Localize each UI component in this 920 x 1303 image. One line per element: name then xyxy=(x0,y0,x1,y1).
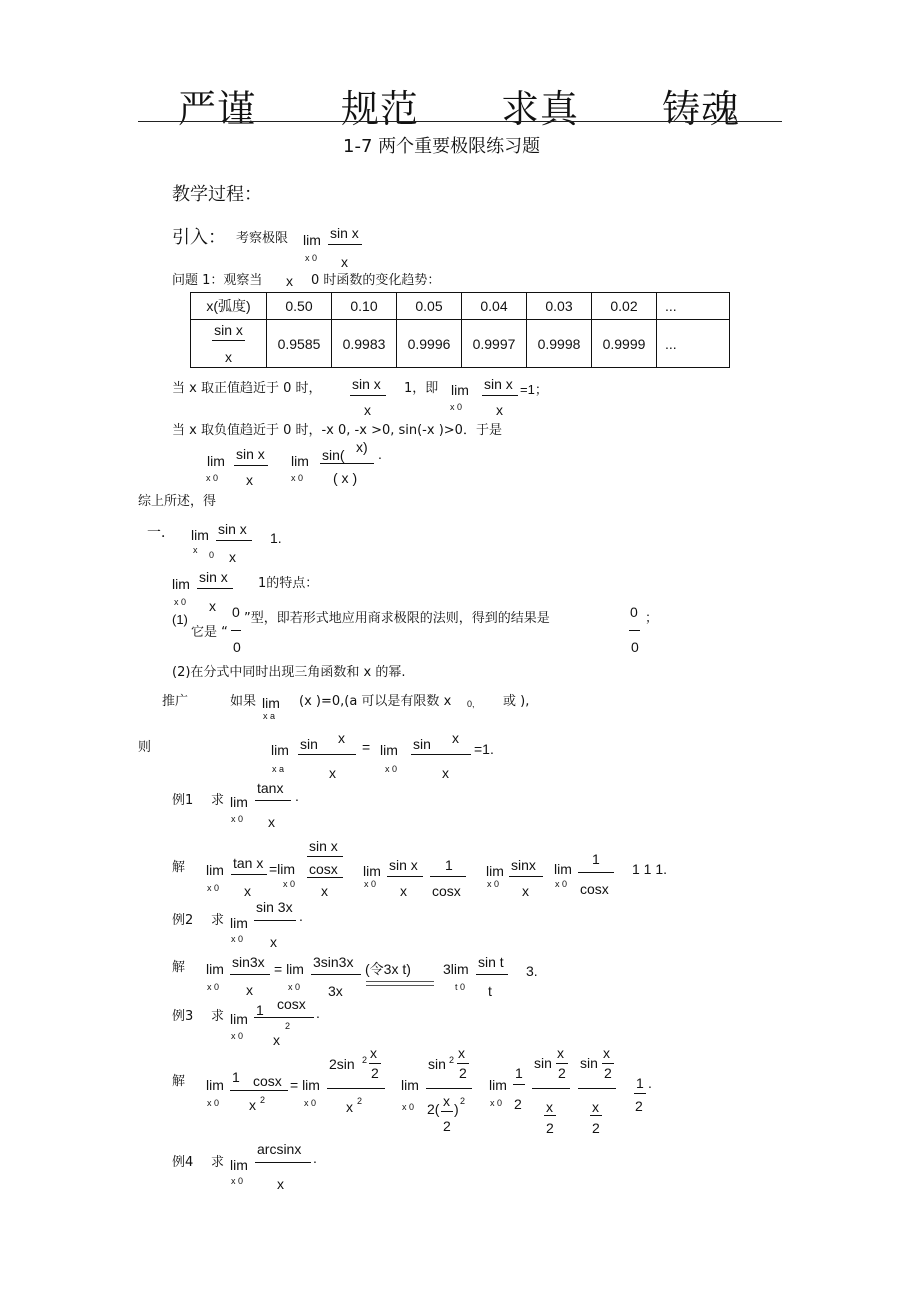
ex2-ask: 求 xyxy=(211,913,225,928)
gen-lim2: lim xyxy=(380,742,398,758)
generalize-label: 推广 xyxy=(162,694,189,709)
ex2-num: sin 3x xyxy=(256,899,293,915)
table-header-ratio: $\frac{\text{sin x}}{x}$ xyxy=(191,320,267,368)
ex4-label: 例4 xyxy=(172,1155,194,1170)
ex1-s-f4d: cosx xyxy=(432,883,461,899)
positive-text: 当 x 取正值趋近于 0 时， xyxy=(172,381,322,396)
table-cell: 0.9997 xyxy=(462,320,527,368)
ex3-s-f5x: x xyxy=(557,1045,564,1061)
table-cell: 0.9999 xyxy=(592,320,657,368)
ex1-s-f3d: x xyxy=(400,883,407,899)
ex2-dot: . xyxy=(299,908,303,924)
intro-label: 引入： xyxy=(172,227,226,248)
ex1-s-f5n: sinx xyxy=(511,857,536,873)
ex3-s-res-n: 1 xyxy=(636,1075,644,1091)
ex3-s-f1a: 1 xyxy=(232,1069,240,1085)
table-cell: 0.03 xyxy=(527,293,592,320)
summary-mark: 一． xyxy=(147,525,175,541)
ex3-label: 例3 xyxy=(172,1009,194,1024)
generalize-if: 如果 xyxy=(230,694,257,709)
ex2-result: 3. xyxy=(526,963,538,979)
ex2-s-f3d: t xyxy=(488,983,492,999)
ex1-s-lim6: lim xyxy=(554,861,572,877)
summary-eq: 1. xyxy=(270,530,282,546)
ex3-s-f3n-exp: 2 xyxy=(449,1055,455,1065)
ex3-s-lim3: lim xyxy=(401,1077,419,1093)
positive-lim-sub: x 0 xyxy=(450,402,463,412)
ex1-dot: . xyxy=(295,788,299,804)
ex3-s-f2n-2: 2 xyxy=(371,1065,379,1081)
summary-text: 综上所述，得 xyxy=(138,494,217,509)
gen-den1: x xyxy=(329,765,336,781)
negative-den2: ( x ) xyxy=(333,470,358,486)
ex3-s-f3d-x: x xyxy=(443,1093,450,1109)
header-rule xyxy=(138,121,782,122)
ex3-s-sub1: x 0 xyxy=(207,1098,220,1108)
ex1-solution-label: 解 xyxy=(172,860,186,875)
ex3-s-f3n-2: 2 xyxy=(459,1065,467,1081)
ex2-label: 例2 xyxy=(172,913,194,928)
ex3-s-f3d-a: 2( xyxy=(427,1101,440,1117)
ex3-s-f1e: 2 xyxy=(260,1095,266,1105)
ex3-s-f6x: x xyxy=(603,1045,610,1061)
ex2-s-f1d: x xyxy=(246,982,253,998)
ex3-lim: lim xyxy=(230,1011,248,1027)
table-cell: 0.9996 xyxy=(397,320,462,368)
ex2-s-sub3: t 0 xyxy=(455,982,466,992)
ex3-s-f3n-x: x xyxy=(458,1045,465,1061)
ex3-s-sub2: x 0 xyxy=(304,1098,317,1108)
feature1-rest: ”型，即若形式地应用商求极限的法则，得到的结果是 xyxy=(244,611,550,626)
ex3-s-f2d-exp: 2 xyxy=(357,1096,363,1106)
ex1-s-lim3: lim xyxy=(363,863,381,879)
intro-den: x xyxy=(341,254,348,270)
ex3-den: x xyxy=(273,1032,280,1048)
features-tail: 1的特点： xyxy=(258,576,319,591)
then-label: 则 xyxy=(138,740,152,755)
feature1-result-num: 0 xyxy=(630,604,638,620)
ex3-s-f4n: 1 xyxy=(515,1065,523,1081)
positive-num: sin x xyxy=(352,376,381,392)
ex3-solution-label: 解 xyxy=(172,1074,186,1089)
ex3-den-exp: 2 xyxy=(285,1021,291,1031)
negative-den1: x xyxy=(246,472,253,488)
gen-eq: = xyxy=(362,739,371,755)
ex3-s-f6d-x: x xyxy=(592,1099,599,1115)
ex4-dot: . xyxy=(313,1150,317,1166)
gen-den2: x xyxy=(442,765,449,781)
ex2-lim: lim xyxy=(230,915,248,931)
ex3-lim-sub: x 0 xyxy=(231,1031,244,1041)
ex3-s-f2n-exp: 2 xyxy=(362,1055,368,1065)
ex2-solution-label: 解 xyxy=(172,960,186,975)
ex2-lim-sub: x 0 xyxy=(231,934,244,944)
ex3-s-f6d-2: 2 xyxy=(592,1120,600,1136)
feature1-result-den: 0 xyxy=(631,639,639,655)
summary-num: sin x xyxy=(218,521,247,537)
features-den: x xyxy=(209,598,216,614)
ex1-s-sub1: x 0 xyxy=(207,883,220,893)
intro-num: sin x xyxy=(330,225,359,241)
positive-tail: =1； xyxy=(520,382,548,397)
ex3-num-a: 1 xyxy=(256,1002,264,1018)
ex2-den: x xyxy=(270,934,277,950)
gen-tail: =1. xyxy=(474,741,494,757)
ex4-num: arcsinx xyxy=(257,1141,302,1157)
ex3-s-sub4: x 0 xyxy=(490,1098,503,1108)
negative-num2b: x) xyxy=(356,439,368,455)
ex3-s-f2n: 2sin xyxy=(329,1056,355,1072)
positive-den2: x xyxy=(496,402,503,418)
ex2-s-f3n: sin t xyxy=(478,954,504,970)
positive-den: x xyxy=(364,402,371,418)
ex2-s-f2n: 3sin3x xyxy=(313,954,354,970)
negative-num2a: sin( xyxy=(322,447,345,463)
ex1-s-lim1: lim xyxy=(206,862,224,878)
values-table xyxy=(190,292,730,368)
ex3-s-f2n-x: x xyxy=(370,1045,377,1061)
summary-lim: lim xyxy=(191,527,209,543)
generalize-lim-sub: x a xyxy=(263,711,276,721)
table-header-x: x(弧度) xyxy=(191,293,267,320)
ex3-s-f3d-exp: 2 xyxy=(460,1096,466,1106)
ex3-s-f3d-2: 2 xyxy=(443,1118,451,1134)
table-cell: ... xyxy=(657,293,730,320)
ex3-s-f5n: sin xyxy=(534,1055,552,1071)
ex1-label: 例1 xyxy=(172,793,194,808)
ex3-ask: 求 xyxy=(211,1009,225,1024)
positive-lim: lim xyxy=(451,382,469,398)
ex1-s-sub5: x 0 xyxy=(487,879,500,889)
ex3-s-f3d-b: ) xyxy=(454,1101,459,1117)
gen-num1-x: x xyxy=(338,730,345,746)
gen-num2: sin xyxy=(413,736,431,752)
table-cell: 0.9585 xyxy=(267,320,332,368)
ex1-lim: lim xyxy=(230,794,248,810)
ex1-s-lim5: lim xyxy=(486,863,504,879)
ex3-dot: . xyxy=(316,1005,320,1021)
table-cell: ... xyxy=(657,320,730,368)
ex1-s-f2d: x xyxy=(321,883,328,899)
generalize-condition: (x )=0,(a 可以是有限数 x xyxy=(299,694,452,709)
motto-word-4: 铸魂 xyxy=(662,87,741,131)
gen-lim1: lim xyxy=(271,742,289,758)
table-cell: 0.9998 xyxy=(527,320,592,368)
ex3-s-f4d: 2 xyxy=(514,1096,522,1112)
ex3-s-f1d: x xyxy=(249,1097,256,1113)
gen-lim1-sub: x a xyxy=(272,764,285,774)
ex3-s-f5-2: 2 xyxy=(558,1065,566,1081)
ex3-s-f5d-x: x xyxy=(546,1099,553,1115)
ex1-result: 1 1 1. xyxy=(632,861,668,877)
ex3-s-f5d-2: 2 xyxy=(546,1120,554,1136)
summary-sub-0: 0 xyxy=(209,550,215,560)
negative-lim2: lim xyxy=(291,453,309,469)
table-cell: 0.02 xyxy=(592,293,657,320)
ex1-s-f2n-top: sin x xyxy=(309,838,338,854)
table-cell: 0.50 xyxy=(267,293,332,320)
ex2-s-f1n: sin3x xyxy=(232,954,265,970)
question1-label: 问题 1：观察当 xyxy=(172,273,263,288)
positive-num2: sin x xyxy=(484,376,513,392)
summary-den: x xyxy=(229,549,236,565)
features-lim-sub: x 0 xyxy=(174,597,187,607)
ex3-num-b: cosx xyxy=(277,996,306,1012)
ex4-lim-sub: x 0 xyxy=(231,1176,244,1186)
ex1-s-sub3: x 0 xyxy=(364,879,377,889)
ex3-s-f3n: sin xyxy=(428,1056,446,1072)
ex1-s-f5d: x xyxy=(522,883,529,899)
ex2-s-sub2: x 0 xyxy=(288,982,301,992)
ex3-s-lim1: lim xyxy=(206,1077,224,1093)
ex3-s-f6n: sin xyxy=(580,1055,598,1071)
gen-num1: sin xyxy=(300,736,318,752)
ex4-lim: lim xyxy=(230,1157,248,1173)
motto-word-3: 求真 xyxy=(501,87,580,131)
ex1-s-f6d: cosx xyxy=(580,881,609,897)
positive-text2: 1，即 xyxy=(404,381,439,396)
ex1-s-eq1: =lim xyxy=(269,861,296,877)
ex2-s-lim1: lim xyxy=(206,961,224,977)
ex1-s-f3n: sin x xyxy=(389,857,418,873)
question1-tail: 0 时函数的变化趋势： xyxy=(311,273,441,288)
feature1-num: 0 xyxy=(232,604,240,620)
negative-lim1-sub: x 0 xyxy=(206,473,219,483)
intro-lim: lim xyxy=(303,232,321,248)
ex3-s-res-d: 2 xyxy=(635,1098,643,1114)
features-num: sin x xyxy=(199,569,228,585)
page-title: 1-7 两个重要极限练习题 xyxy=(343,136,541,157)
ex1-lim-sub: x 0 xyxy=(231,814,244,824)
ex3-s-dot: . xyxy=(648,1075,652,1091)
ex3-s-f2d: x xyxy=(346,1099,353,1115)
ex2-s-f2d: 3x xyxy=(328,983,343,999)
negative-text: 当 x 取负值趋近于 0 时，-x 0, -x >0, sin(-x )>0．于是 xyxy=(172,423,502,438)
ex3-s-eq: = lim xyxy=(290,1077,320,1093)
motto-word-1: 严谨 xyxy=(178,87,257,131)
gen-lim2-sub: x 0 xyxy=(385,764,398,774)
ex3-s-f1b: cosx xyxy=(253,1073,282,1089)
ex4-den: x xyxy=(277,1176,284,1192)
ex1-s-sub2: x 0 xyxy=(283,879,296,889)
generalize-lim: lim xyxy=(262,695,280,711)
feature1-label: (1) xyxy=(172,612,188,627)
ex1-s-f6n: 1 xyxy=(592,851,600,867)
question1-x: x xyxy=(286,273,293,289)
ex1-ask: 求 xyxy=(211,793,225,808)
intro-lim-sub: x 0 xyxy=(305,253,318,263)
negative-dot: . xyxy=(378,446,382,462)
negative-num1: sin x xyxy=(236,446,265,462)
table-cell: 0.04 xyxy=(462,293,527,320)
feature1-den: 0 xyxy=(233,639,241,655)
feature1-end: ； xyxy=(645,611,659,626)
table-cell: 0.05 xyxy=(397,293,462,320)
ex3-s-sub3: x 0 xyxy=(402,1102,415,1112)
teaching-process-label: 教学过程： xyxy=(172,184,262,205)
ex1-s-f2n: cosx xyxy=(309,861,338,877)
ex3-s-f6-2: 2 xyxy=(604,1065,612,1081)
negative-lim2-sub: x 0 xyxy=(291,473,304,483)
ex1-s-f1d: x xyxy=(244,883,251,899)
feature1-text: 它是 “ xyxy=(191,625,228,640)
negative-lim1: lim xyxy=(207,453,225,469)
ex1-s-f4n: 1 xyxy=(445,857,453,873)
generalize-or: 或 ), xyxy=(503,694,530,709)
ex2-s-eq: = lim xyxy=(274,961,304,977)
ex1-num: tanx xyxy=(257,780,284,796)
table-cell: 0.10 xyxy=(332,293,397,320)
table-cell: 0.9983 xyxy=(332,320,397,368)
ex2-s-sub1: x 0 xyxy=(207,982,220,992)
ex2-s-3lim: 3lim xyxy=(443,961,469,977)
ex1-s-f1n: tan x xyxy=(233,855,264,871)
ex3-s-lim4: lim xyxy=(489,1077,507,1093)
ex4-ask: 求 xyxy=(211,1155,225,1170)
motto-word-2: 规范 xyxy=(341,87,420,131)
ex2-s-let: (令3x t) xyxy=(365,961,411,977)
ex1-den: x xyxy=(268,814,275,830)
ex1-s-sub6: x 0 xyxy=(555,879,568,889)
intro-consider-text: 考察极限 xyxy=(236,231,289,246)
feature2-text: (2)在分式中同时出现三角函数和 x 的幂. xyxy=(172,665,406,680)
summary-sub-x: x xyxy=(193,545,198,555)
features-lim: lim xyxy=(172,576,190,592)
gen-num2-x: x xyxy=(452,730,459,746)
generalize-x0-sub: 0, xyxy=(467,699,475,709)
